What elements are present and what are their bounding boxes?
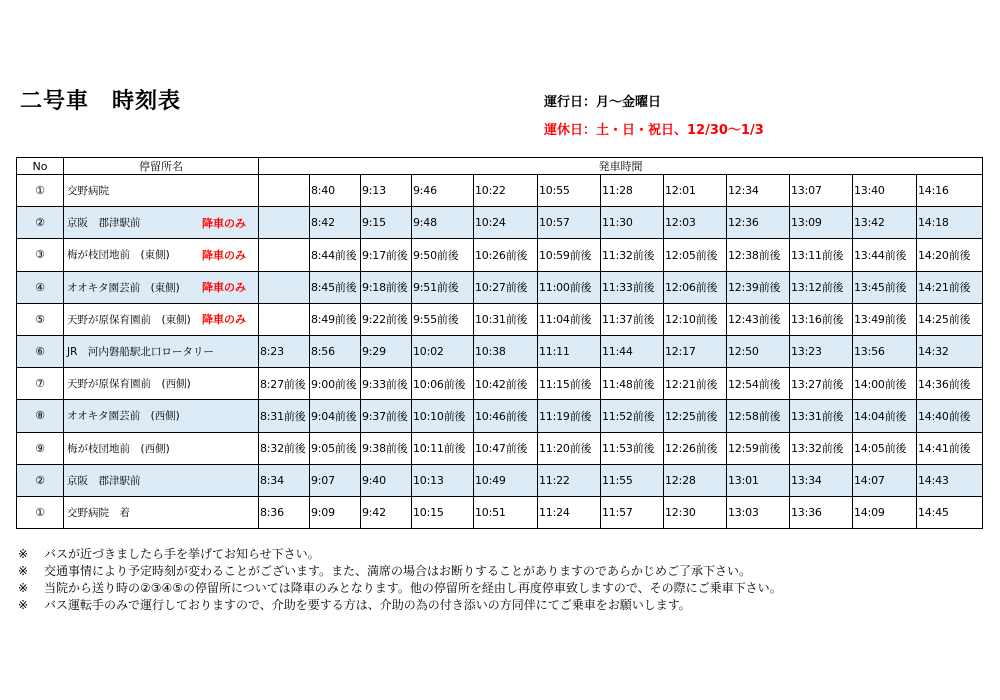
departure-time: 13:34: [790, 464, 853, 496]
departure-time: 12:26前後: [664, 432, 727, 464]
departure-time: 10:11前後: [412, 432, 474, 464]
stop-number: ⑧: [17, 400, 64, 432]
departure-time: 12:01: [664, 175, 727, 207]
note-item: [18, 580, 782, 597]
departure-time: 9:42: [361, 496, 412, 528]
departure-time: 13:32前後: [790, 432, 853, 464]
note-item: [18, 563, 782, 580]
stop-number: ③: [17, 239, 64, 271]
departure-time: 13:31前後: [790, 400, 853, 432]
stop-name-cell: [64, 496, 259, 528]
timetable-header-row: [17, 158, 983, 175]
departure-time: 14:07: [853, 464, 917, 496]
stop-name: 交野病院: [67, 185, 109, 198]
stop-number: ②: [17, 207, 64, 239]
departure-time: 11:37前後: [601, 303, 664, 335]
timetable-body: [17, 175, 983, 529]
departure-time: 9:05前後: [310, 432, 361, 464]
departure-time: [259, 303, 310, 335]
page-title: 二号車 時刻表: [20, 89, 182, 114]
departure-time: 9:17前後: [361, 239, 412, 271]
departure-time: 12:06前後: [664, 271, 727, 303]
departure-time: 10:13: [412, 464, 474, 496]
alight-only-label: 降車のみ: [202, 313, 246, 327]
departure-time: 10:49: [474, 464, 538, 496]
departure-time: 14:40前後: [917, 400, 983, 432]
table-row: [17, 303, 983, 335]
departure-time: 9:13: [361, 175, 412, 207]
note-mark: ※: [18, 547, 29, 561]
departure-time: 10:51: [474, 496, 538, 528]
stop-name-cell: [64, 368, 259, 400]
timetable: [16, 157, 983, 529]
departure-time: 9:22前後: [361, 303, 412, 335]
departure-time: 10:38: [474, 335, 538, 367]
departure-time: 12:58前後: [727, 400, 790, 432]
departure-time: 11:00前後: [538, 271, 601, 303]
stop-name: オオキタ園芸前 (東側): [67, 281, 180, 294]
departure-time: 11:48前後: [601, 368, 664, 400]
departure-time: 8:34: [259, 464, 310, 496]
stop-name-cell: [64, 239, 259, 271]
table-row: [17, 207, 983, 239]
departure-time: 13:11前後: [790, 239, 853, 271]
stop-name: 京阪 郡津駅前: [67, 474, 141, 487]
stop-name: 交野病院 着: [67, 506, 130, 519]
departure-time: 9:33前後: [361, 368, 412, 400]
departure-time: 8:36: [259, 496, 310, 528]
departure-time: 11:30: [601, 207, 664, 239]
departure-time: 12:59前後: [727, 432, 790, 464]
departure-time: 14:25前後: [917, 303, 983, 335]
stop-number: ⑨: [17, 432, 64, 464]
departure-time: 11:11: [538, 335, 601, 367]
departure-time: 12:10前後: [664, 303, 727, 335]
departure-time: 14:41前後: [917, 432, 983, 464]
departure-time: 14:21前後: [917, 271, 983, 303]
departure-time: 13:42: [853, 207, 917, 239]
departure-time: 10:10前後: [412, 400, 474, 432]
departure-time: 9:50前後: [412, 239, 474, 271]
table-row: [17, 271, 983, 303]
stop-name: 天野が原保育園前 (西側): [67, 378, 191, 391]
stop-number: ⑦: [17, 368, 64, 400]
stop-name-cell: [64, 400, 259, 432]
departure-time: [259, 175, 310, 207]
departure-time: 13:27前後: [790, 368, 853, 400]
departure-time: 12:05前後: [664, 239, 727, 271]
departure-time: 13:49前後: [853, 303, 917, 335]
departure-time: 13:12前後: [790, 271, 853, 303]
departure-time: 10:31前後: [474, 303, 538, 335]
note-text: バスが近づきましたら手を挙げてお知らせ下さい。: [44, 547, 320, 561]
departure-time: 13:07: [790, 175, 853, 207]
stop-number: ⑤: [17, 303, 64, 335]
departure-time: 14:20前後: [917, 239, 983, 271]
departure-time: 11:53前後: [601, 432, 664, 464]
departure-time: 11:20前後: [538, 432, 601, 464]
departure-time: 12:28: [664, 464, 727, 496]
notes-section: [18, 546, 782, 614]
stop-name: 梅が枝団地前 (西側): [67, 442, 170, 455]
departure-time: 9:00前後: [310, 368, 361, 400]
table-row: [17, 335, 983, 367]
departure-time: 14:43: [917, 464, 983, 496]
stop-name-cell: [64, 207, 259, 239]
departure-time: 10:47前後: [474, 432, 538, 464]
stop-number: ④: [17, 271, 64, 303]
departure-time: 13:01: [727, 464, 790, 496]
departure-time: 11:52前後: [601, 400, 664, 432]
departure-time: 13:40: [853, 175, 917, 207]
table-row: [17, 239, 983, 271]
departure-time: 14:09: [853, 496, 917, 528]
departure-time: 14:16: [917, 175, 983, 207]
departure-time: 14:05前後: [853, 432, 917, 464]
departure-time: 11:15前後: [538, 368, 601, 400]
departure-time: 11:19前後: [538, 400, 601, 432]
stop-name-cell: [64, 271, 259, 303]
stop-number: ①: [17, 175, 64, 207]
departure-time: 13:44前後: [853, 239, 917, 271]
note-item: [18, 546, 782, 563]
note-mark: ※: [18, 598, 29, 612]
table-row: [17, 464, 983, 496]
departure-time: 9:29: [361, 335, 412, 367]
departure-time: 8:44前後: [310, 239, 361, 271]
stop-number: ②: [17, 464, 64, 496]
departure-time: 8:27前後: [259, 368, 310, 400]
note-mark: ※: [18, 581, 29, 595]
departure-time: 12:39前後: [727, 271, 790, 303]
stop-name: 梅が枝団地前 (東側): [67, 249, 170, 262]
departure-time: 13:09: [790, 207, 853, 239]
departure-time: 12:50: [727, 335, 790, 367]
departure-time: 12:34: [727, 175, 790, 207]
departure-time: 10:55: [538, 175, 601, 207]
stop-name: 京阪 郡津駅前: [67, 217, 141, 230]
alight-only-label: 降車のみ: [202, 248, 246, 262]
departure-time: 8:40: [310, 175, 361, 207]
departure-time: 12:17: [664, 335, 727, 367]
departure-time: 11:33前後: [601, 271, 664, 303]
stop-name-cell: [64, 464, 259, 496]
note-text: 当院から送り時の②③④⑤の停留所については降車のみとなります。他の停留所を経由し再度停車致しますので、その際にご乗車下さい。: [44, 581, 782, 595]
departure-time: 13:16前後: [790, 303, 853, 335]
departure-time: 9:55前後: [412, 303, 474, 335]
departure-time: 10:02: [412, 335, 474, 367]
departure-time: 14:18: [917, 207, 983, 239]
departure-time: 10:57: [538, 207, 601, 239]
operating-days: 運行日：月～金曜日: [544, 95, 662, 110]
departure-time: 14:04前後: [853, 400, 917, 432]
stop-name-cell: [64, 303, 259, 335]
departure-time: 9:40: [361, 464, 412, 496]
stop-name: JR 河内磐船駅北口ロータリー: [67, 346, 214, 359]
departure-time: 8:42: [310, 207, 361, 239]
departure-time: 9:04前後: [310, 400, 361, 432]
departure-time: 8:32前後: [259, 432, 310, 464]
departure-time: 10:24: [474, 207, 538, 239]
departure-time: [259, 207, 310, 239]
departure-time: 14:00前後: [853, 368, 917, 400]
stop-name-cell: [64, 335, 259, 367]
departure-time: 9:18前後: [361, 271, 412, 303]
table-row: [17, 175, 983, 207]
departure-time: 10:46前後: [474, 400, 538, 432]
departure-time: 11:44: [601, 335, 664, 367]
departure-time: 11:55: [601, 464, 664, 496]
departure-time: 13:23: [790, 335, 853, 367]
note-text: 交通事情により予定時刻が変わることがございます。また、満席の場合はお断りすることがありますのであらかじめご了承下さい。: [44, 564, 752, 578]
table-row: [17, 400, 983, 432]
header-departure-times: 発車時間: [259, 158, 983, 175]
departure-time: 8:56: [310, 335, 361, 367]
departure-time: 12:38前後: [727, 239, 790, 271]
departure-time: [259, 271, 310, 303]
table-row: [17, 432, 983, 464]
departure-time: 11:04前後: [538, 303, 601, 335]
departure-time: 12:43前後: [727, 303, 790, 335]
departure-time: [259, 239, 310, 271]
departure-time: 12:30: [664, 496, 727, 528]
departure-time: 9:46: [412, 175, 474, 207]
departure-time: 11:57: [601, 496, 664, 528]
departure-time: 14:45: [917, 496, 983, 528]
departure-time: 9:38前後: [361, 432, 412, 464]
alight-only-label: 降車のみ: [202, 281, 246, 295]
departure-time: 12:03: [664, 207, 727, 239]
departure-time: 9:15: [361, 207, 412, 239]
departure-time: 14:36前後: [917, 368, 983, 400]
departure-time: 10:22: [474, 175, 538, 207]
departure-time: 13:03: [727, 496, 790, 528]
table-row: [17, 496, 983, 528]
departure-time: 13:45前後: [853, 271, 917, 303]
departure-time: 9:09: [310, 496, 361, 528]
departure-time: 12:36: [727, 207, 790, 239]
departure-time: 13:36: [790, 496, 853, 528]
note-mark: ※: [18, 564, 29, 578]
stop-name-cell: [64, 432, 259, 464]
header-stop-name: 停留所名: [64, 158, 259, 175]
departure-time: 9:48: [412, 207, 474, 239]
closed-days: 運休日：土・日・祝日、12/30～1/3: [544, 123, 764, 138]
departure-time: 11:28: [601, 175, 664, 207]
departure-time: 8:31前後: [259, 400, 310, 432]
departure-time: 12:54前後: [727, 368, 790, 400]
stop-number: ⑥: [17, 335, 64, 367]
departure-time: 11:24: [538, 496, 601, 528]
departure-time: 10:59前後: [538, 239, 601, 271]
departure-time: 9:37前後: [361, 400, 412, 432]
departure-time: 10:15: [412, 496, 474, 528]
departure-time: 10:27前後: [474, 271, 538, 303]
departure-time: 9:51前後: [412, 271, 474, 303]
alight-only-label: 降車のみ: [202, 216, 246, 230]
table-row: [17, 368, 983, 400]
departure-time: 9:07: [310, 464, 361, 496]
departure-time: 8:45前後: [310, 271, 361, 303]
departure-time: 11:22: [538, 464, 601, 496]
departure-time: 10:42前後: [474, 368, 538, 400]
note-item: [18, 597, 782, 614]
departure-time: 11:32前後: [601, 239, 664, 271]
departure-time: 12:21前後: [664, 368, 727, 400]
stop-number: ①: [17, 496, 64, 528]
note-text: バス運転手のみで運行しておりますので、介助を要する方は、介助の為の付き添いの方同伴にてご乗車をお願いします。: [44, 598, 691, 612]
stop-name-cell: [64, 175, 259, 207]
departure-time: 12:25前後: [664, 400, 727, 432]
departure-time: 10:06前後: [412, 368, 474, 400]
stop-name: オオキタ園芸前 (西側): [67, 410, 180, 423]
departure-time: 14:32: [917, 335, 983, 367]
departure-time: 8:23: [259, 335, 310, 367]
departure-time: 8:49前後: [310, 303, 361, 335]
stop-name: 天野が原保育園前 (東側): [67, 313, 191, 326]
header-no: No: [17, 158, 64, 175]
departure-time: 13:56: [853, 335, 917, 367]
departure-time: 10:26前後: [474, 239, 538, 271]
